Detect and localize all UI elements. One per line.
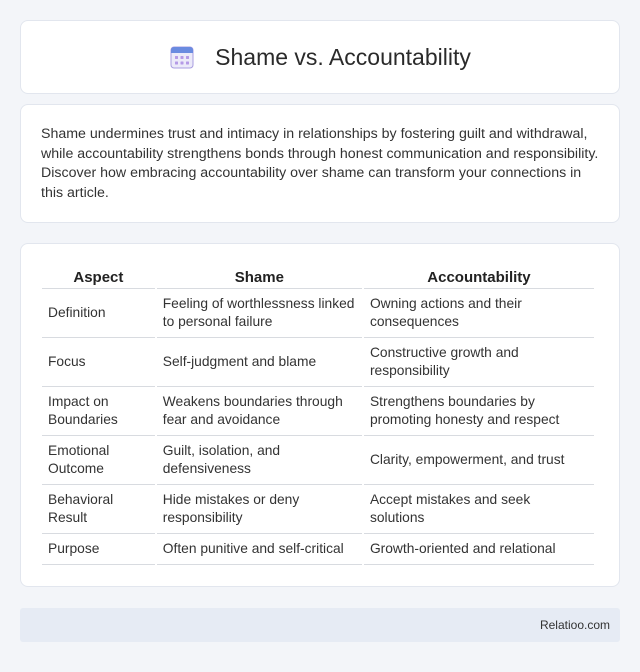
- cell-shame: Feeling of worthlessness linked to personal failure: [157, 289, 362, 338]
- title-card: [20, 20, 620, 94]
- table-row: [42, 289, 594, 338]
- cell-accountability: Owning actions and their consequences: [364, 289, 594, 338]
- comparison-card: [20, 243, 620, 587]
- page-title: Shame vs. Accountability: [215, 43, 471, 70]
- table-row: [42, 485, 594, 534]
- table-header-row: [42, 262, 594, 289]
- header-aspect: Aspect: [42, 262, 155, 289]
- header-accountability: Accountability: [364, 262, 594, 289]
- cell-aspect: Emotional Outcome: [42, 436, 155, 485]
- table-row: [42, 387, 594, 436]
- cell-accountability: Growth-oriented and relational: [364, 534, 594, 565]
- header-shame: Shame: [157, 262, 362, 289]
- cell-aspect: Impact on Boundaries: [42, 387, 155, 436]
- table-row: [42, 534, 594, 565]
- cell-shame: Self-judgment and blame: [157, 338, 362, 387]
- cell-accountability: Clarity, empowerment, and trust: [364, 436, 594, 485]
- table-row: [42, 436, 594, 485]
- footer: [20, 608, 620, 642]
- cell-accountability: Constructive growth and responsibility: [364, 338, 594, 387]
- cell-aspect: Definition: [42, 289, 155, 338]
- comparison-table: [40, 262, 596, 565]
- table-row: [42, 338, 594, 387]
- footer-site-link[interactable]: Relatioo.com: [539, 618, 610, 632]
- cell-shame: Hide mistakes or deny responsibility: [157, 485, 362, 534]
- cell-aspect: Focus: [42, 338, 155, 387]
- cell-aspect: Behavioral Result: [42, 485, 155, 534]
- cell-aspect: Purpose: [42, 534, 155, 565]
- cell-shame: Often punitive and self-critical: [157, 534, 362, 565]
- cell-accountability: Accept mistakes and seek solutions: [364, 485, 594, 534]
- cell-shame: Weakens boundaries through fear and avoidance: [157, 387, 362, 436]
- cell-accountability: Strengthens boundaries by promoting honesty and respect: [364, 387, 594, 436]
- intro-text: Shame undermines trust and intimacy in relationships by fostering guilt and withdrawal, while accountability strengthens bonds through honest communication and responsibility. Discover how embracing accountability over shame can transform your connections in this article.: [41, 126, 599, 201]
- intro-card: [20, 104, 620, 223]
- calendar-icon: [169, 44, 195, 70]
- cell-shame: Guilt, isolation, and defensiveness: [157, 436, 362, 485]
